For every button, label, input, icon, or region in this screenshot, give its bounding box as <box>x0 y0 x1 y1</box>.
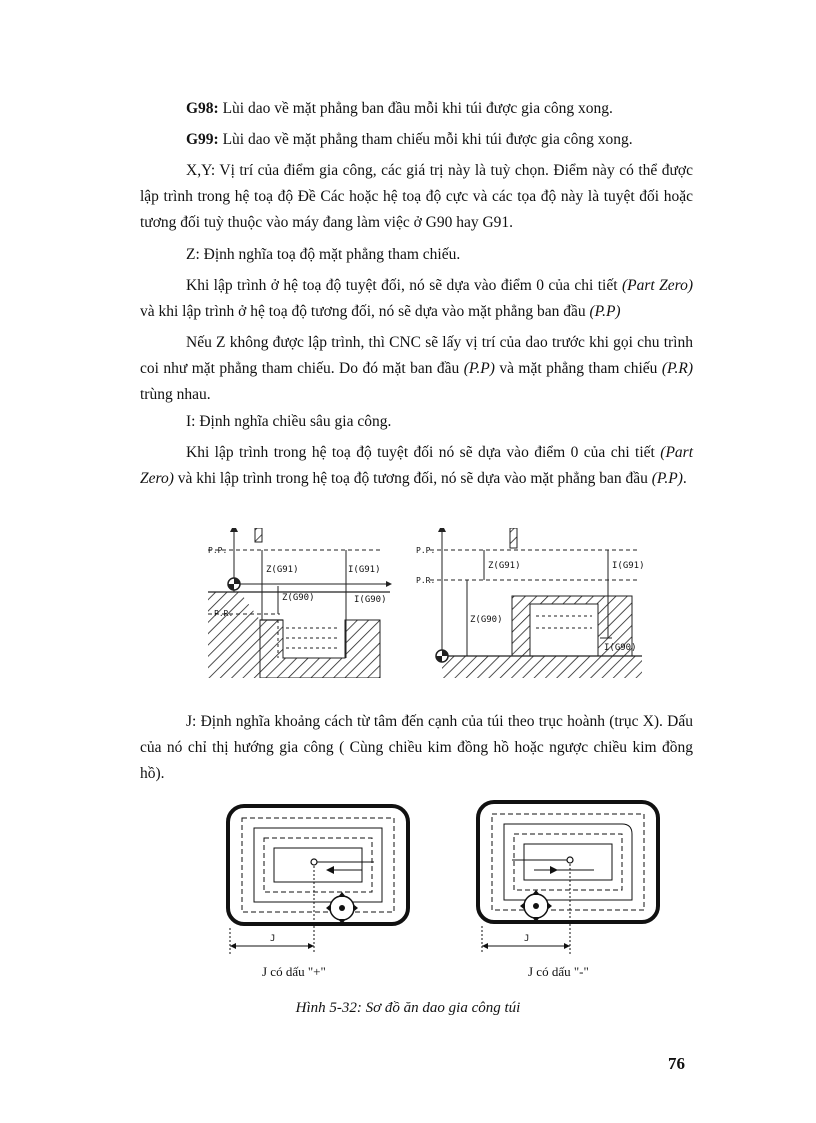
z-abs-c: và khi lập trình ở hệ toạ độ tương đối, nó sẽ dựa vào mặt phẳng ban đầu <box>140 303 590 320</box>
fig1-i90-label: I(G90) <box>354 595 387 605</box>
z-none-paragraph <box>140 330 693 408</box>
figure-pocket-right <box>474 798 664 969</box>
fig2-z90-label: Z(G90) <box>470 615 503 625</box>
i-abs-a: Khi lập trình trong hệ toạ độ tuyệt đối nó sẽ dựa vào điểm 0 của chi tiết <box>186 444 661 461</box>
fig2-pp-label: P.P. <box>416 546 436 555</box>
z-none-c: và mặt phẳng tham chiếu <box>494 360 662 377</box>
z-none-e: trùng nhau. <box>140 386 211 403</box>
i-abs-pp: (P.P) <box>651 470 683 487</box>
fig1-z90-label: Z(G90) <box>282 593 315 603</box>
figure-pocket-right-svg <box>474 798 664 964</box>
z-none-pr: (P.R) <box>661 360 693 377</box>
i-absolute-paragraph <box>140 440 693 492</box>
fig2-i90-label: I(G90) <box>604 643 637 653</box>
fig1-z91-label: Z(G91) <box>266 565 299 575</box>
figure-depth-right-svg <box>412 528 652 678</box>
z-absolute-paragraph <box>140 273 693 325</box>
figure-depth-left <box>200 528 400 683</box>
i-abs-c: và khi lập trình trong hệ toạ độ tương đối, nó sẽ dựa vào mặt phẳng ban đầu <box>173 470 652 487</box>
page-number: 76 <box>668 1054 685 1073</box>
pocket-left-label: J có dấu "+" <box>262 964 326 979</box>
pocket-left-dim: J <box>270 934 276 944</box>
g98-line <box>186 96 613 122</box>
z-abs-a: Khi lập trình ở hệ toạ độ tuyệt đối, nó sẽ dựa vào điểm 0 của chi tiết <box>186 277 622 294</box>
g98-text: Lùi dao về mặt phẳng ban đầu mỗi khi túi được gia công xong. <box>218 100 613 117</box>
z-none-a: Nếu Z không được lập trình, thì CNC sẽ lấy vị trí của dao trước khi gọi chu trình coi như mặt phẳng tham chiếu. Do đó mặt ban đầu <box>140 334 693 377</box>
j-definition-paragraph: J: Định nghĩa khoảng cách từ tâm đến cạnh của túi theo trục hoành (trục X). Dấu của nó chỉ thị hướng gia công ( Cùng chiều kim đồng hồ hoặc ngược chiều kim đồng hồ). <box>140 713 693 782</box>
i-definition: I: Định nghĩa chiều sâu gia công. <box>186 413 392 430</box>
fig1-i91-label: I(G91) <box>348 565 381 575</box>
figure-caption: Hình 5-32: Sơ đồ ăn dao gia công túi <box>295 1000 521 1016</box>
figure-pocket-left <box>224 804 414 969</box>
i-abs-e: . <box>682 470 687 487</box>
pocket-right-dim: J <box>524 934 530 944</box>
fig2-z91-label: Z(G91) <box>488 561 521 571</box>
z-definition: Z: Định nghĩa toạ độ mặt phẳng tham chiếu. <box>186 246 461 263</box>
figure-pocket-left-svg <box>224 804 414 964</box>
i-abs-part-zero: (Part Zero) <box>140 444 693 487</box>
g99-line <box>186 127 633 153</box>
fig1-pr-label: P.R. <box>214 609 234 618</box>
figure-depth-left-svg <box>200 528 400 678</box>
fig2-pr-label: P.R. <box>416 576 436 585</box>
fig1-pp-label: P.P. <box>208 546 228 555</box>
g99-text: Lùi dao về mặt phẳng tham chiếu mỗi khi túi được gia công xong. <box>218 131 633 148</box>
g98-code: G98: <box>186 100 219 117</box>
xy-paragraph: X,Y: Vị trí của điểm gia công, các giá trị này là tuỳ chọn. Điểm này có thể được lập trình trong hệ toạ độ Đề Các hoặc hệ toạ độ cực và các tọa độ này là tuyệt đối hoặc tương đối tuỳ thuộc vào máy đang làm việc ở G90 hay G91. <box>140 162 693 231</box>
g99-code: G99: <box>186 131 219 148</box>
z-none-pp: (P.P) <box>463 360 495 377</box>
z-abs-part-zero: (Part Zero) <box>621 277 693 294</box>
fig2-i91-label: I(G91) <box>612 561 645 571</box>
figure-depth-right <box>412 528 652 683</box>
z-abs-pp: (P.P) <box>589 303 621 320</box>
pocket-right-label: J có dấu "-" <box>528 964 589 979</box>
